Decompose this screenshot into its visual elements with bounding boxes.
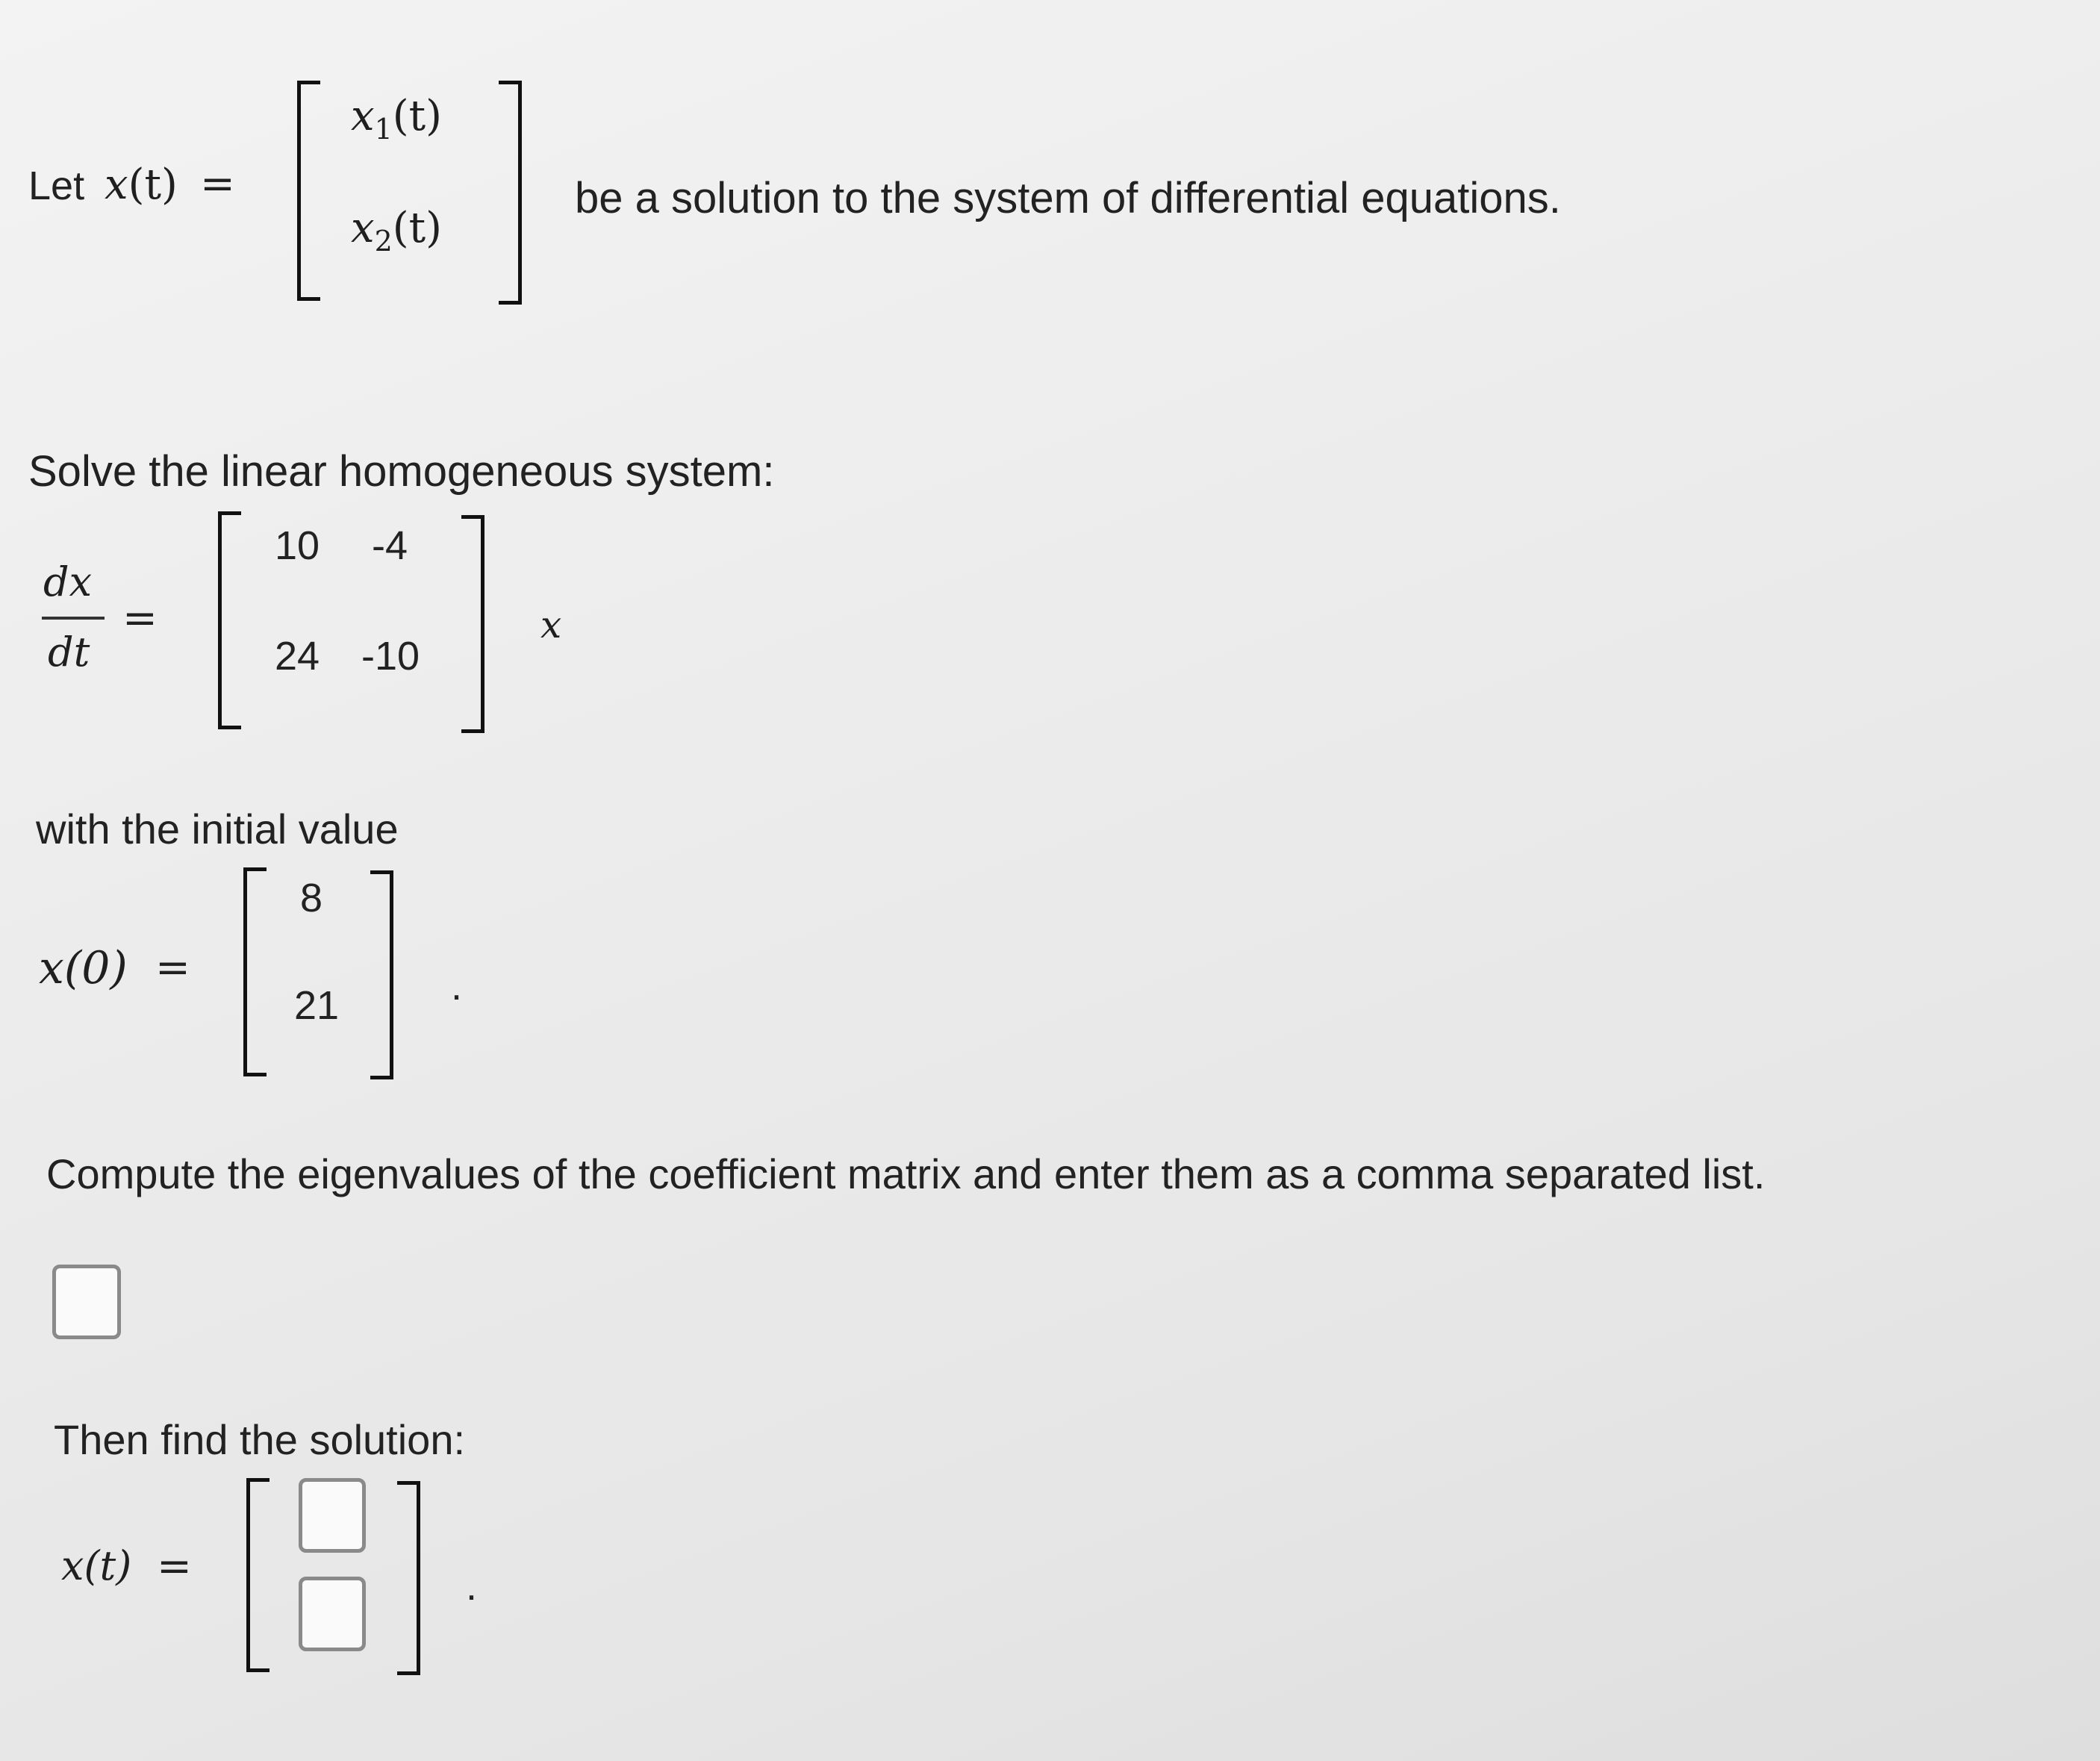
- system-rhs-x: x: [540, 603, 562, 646]
- solution-left-bracket: [246, 1478, 269, 1672]
- intro-lhs-arg: (t): [128, 160, 178, 209]
- initial-lhs: [39, 942, 128, 994]
- solution-equals: =: [157, 1542, 192, 1591]
- entry-1-subscript: 1: [374, 113, 393, 146]
- solution-x1-input[interactable]: [299, 1478, 366, 1553]
- initial-vector-right-bracket: [370, 870, 393, 1079]
- solution-right-bracket: [397, 1481, 420, 1675]
- initial-entry-1: 8: [300, 876, 323, 920]
- solution-lhs-text: x(t): [61, 1542, 132, 1589]
- intro-vector-entry-1: [351, 91, 442, 146]
- intro-equals: =: [200, 160, 235, 208]
- initial-entry-2: 21: [294, 983, 340, 1028]
- solution-lhs: [61, 1542, 131, 1589]
- matrix-entry-r1c1: 10: [275, 523, 320, 568]
- entry-1-arg: (t): [392, 92, 442, 140]
- matrix-entry-r1c2: -4: [372, 523, 408, 568]
- initial-period: .: [451, 964, 463, 1009]
- intro-vector-left-bracket: [297, 81, 320, 301]
- intro-vector-right-bracket: [499, 81, 522, 305]
- solution-period: .: [466, 1564, 478, 1609]
- entry-2-arg: (t): [392, 204, 442, 252]
- matrix-right-bracket: [461, 515, 485, 733]
- entry-1-var: x: [351, 92, 375, 140]
- intro-x-of-t: [105, 160, 178, 209]
- intro-vector-entry-2: [351, 203, 442, 258]
- initial-equals: =: [155, 944, 190, 992]
- entry-2-subscript: 2: [374, 225, 393, 258]
- intro-lhs-var: x: [105, 160, 128, 209]
- matrix-entry-r2c2: -10: [361, 634, 420, 679]
- system-equals: =: [122, 594, 158, 643]
- solution-prompt: Then find the solution:: [54, 1416, 466, 1463]
- system-instruction: Solve the linear homogeneous system:: [28, 447, 775, 496]
- matrix-left-bracket: [218, 511, 241, 729]
- dx-numerator: dx: [43, 558, 93, 605]
- solution-x2-input[interactable]: [299, 1577, 366, 1651]
- initial-lhs-text: x(0): [39, 942, 128, 994]
- intro-let-label: Let: [28, 163, 85, 208]
- dt-denominator: dt: [48, 629, 90, 676]
- eigenvalues-answer-input[interactable]: [52, 1265, 121, 1339]
- initial-vector-left-bracket: [243, 867, 267, 1076]
- fraction-bar: [42, 617, 105, 620]
- intro-suffix-text: be a solution to the system of differential equations.: [575, 174, 1561, 222]
- eigenvalue-prompt: Compute the eigenvalues of the coefficient matrix and enter them as a comma separated list.: [46, 1150, 1766, 1197]
- entry-2-var: x: [351, 204, 375, 252]
- initial-value-label: with the initial value: [36, 805, 399, 853]
- matrix-entry-r2c1: 24: [275, 634, 320, 679]
